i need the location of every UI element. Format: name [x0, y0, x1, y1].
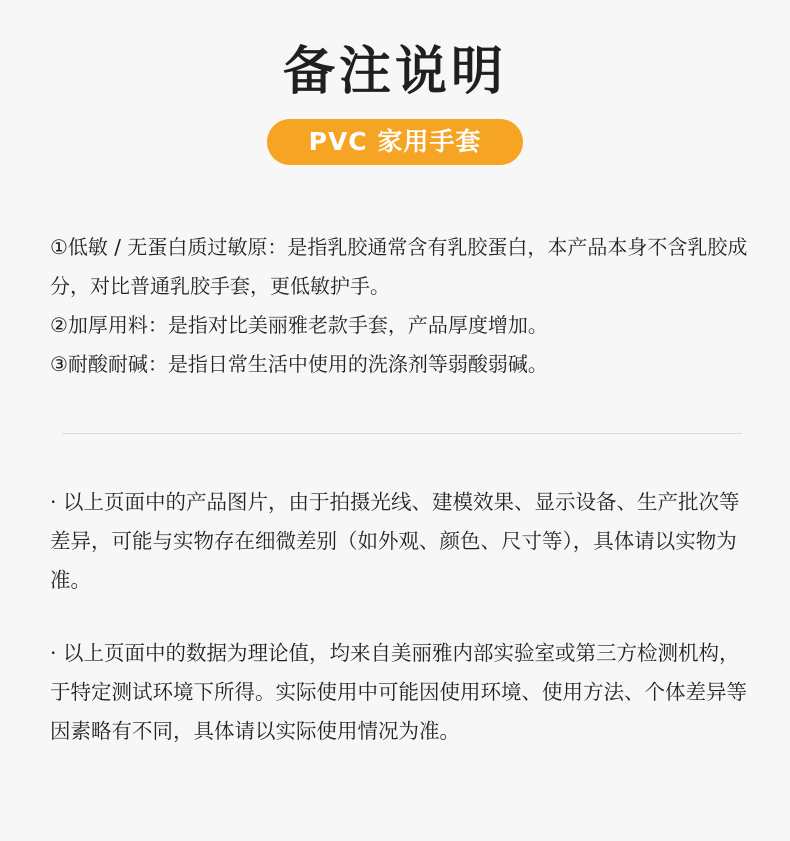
section-divider: [62, 433, 742, 434]
notes-list: [50, 228, 750, 384]
note-item-thickened: ②加厚用料：是指对比美丽雅老款手套，产品厚度增加。: [50, 313, 548, 337]
note-item-acid-alkali: ③耐酸耐碱：是指日常生活中使用的洗涤剂等弱酸弱碱。: [50, 352, 548, 376]
product-badge: PVC 家用手套: [267, 119, 523, 165]
disclaimer-data: · 以上页面中的数据为理论值，均来自美丽雅内部实验室或第三方检测机构，于特定测试环境下所得。实际使用中可能因使用环境、使用方法、个体差异等因素略有不同，具体请以实际使用情况为准。: [50, 641, 747, 743]
page-title: 备注说明: [282, 42, 507, 102]
note-item-low-allergy: ①低敏 / 无蛋白质过敏原：是指乳胶通常含有乳胶蛋白，本产品本身不含乳胶成分，对比普通乳胶手套，更低敏护手。: [50, 235, 748, 298]
disclaimer-image: · 以上页面中的产品图片，由于拍摄光线、建模效果、显示设备、生产批次等差异，可能与实物存在细微差别（如外观、颜色、尺寸等），具体请以实物为准。: [50, 490, 740, 592]
